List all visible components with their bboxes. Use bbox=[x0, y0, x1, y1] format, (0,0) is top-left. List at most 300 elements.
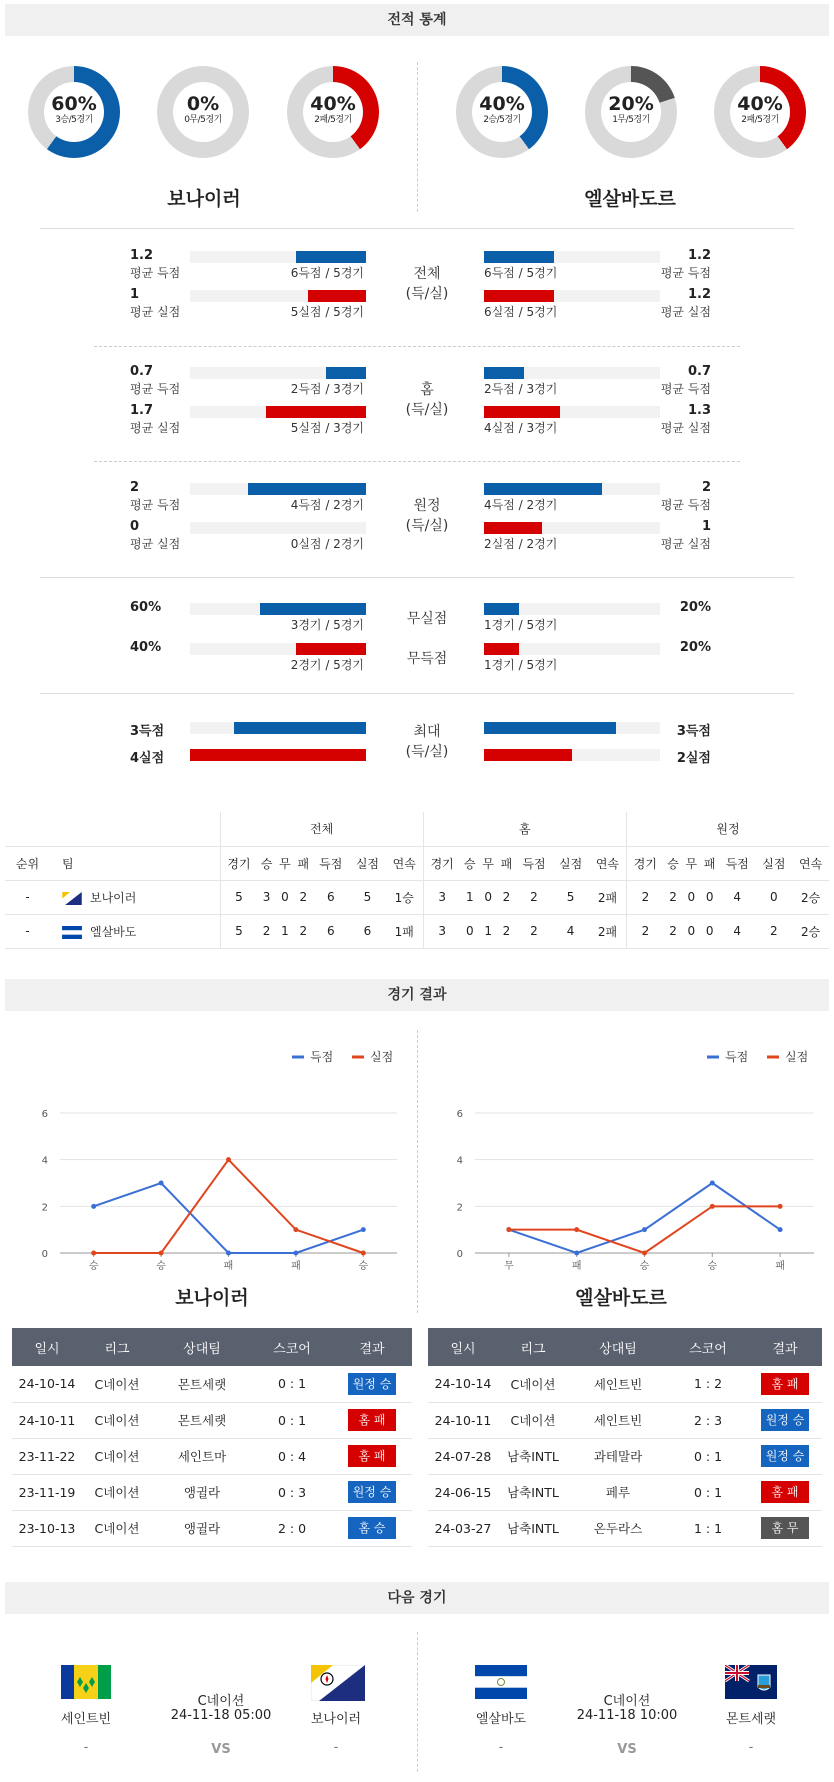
home-left-scored-bar-track bbox=[190, 367, 366, 379]
match-league: 남축INTL bbox=[498, 1438, 568, 1474]
y-tick-label: 6 bbox=[41, 1109, 48, 1120]
stat-cell: 0 bbox=[461, 914, 479, 948]
data-point bbox=[778, 1204, 783, 1209]
all-left-conceded-caption: 5실점 / 5경기 bbox=[290, 305, 364, 319]
away-right-scored-bar-track bbox=[484, 483, 660, 495]
next-right-datetime: 24-11-18 10:00 bbox=[576, 1708, 678, 1723]
column-header: 결과 bbox=[332, 1328, 412, 1366]
legend-label: 득점 bbox=[310, 1050, 334, 1064]
match-row[interactable] bbox=[12, 1474, 412, 1510]
match-opponent[interactable]: 세인트마 bbox=[152, 1438, 252, 1474]
stat-cell: 1승 bbox=[386, 880, 423, 914]
left-win-percent: 60% bbox=[51, 93, 97, 115]
data-point bbox=[293, 1227, 298, 1232]
match-result-badge: 홈 무 bbox=[761, 1517, 809, 1539]
right-failed-score-bar-track bbox=[484, 643, 660, 655]
bonaire-flag-icon bbox=[62, 892, 82, 905]
all-left-avg-scored-label: 평균 득점 bbox=[130, 266, 181, 280]
column-header: 패 bbox=[701, 846, 719, 880]
divider bbox=[40, 577, 794, 578]
data-point bbox=[226, 1251, 231, 1256]
y-tick-label: 2 bbox=[456, 1202, 463, 1214]
stat-cell: 2승 bbox=[792, 914, 829, 948]
team-name[interactable]: 보나이러 bbox=[90, 890, 137, 905]
standings-table bbox=[5, 812, 829, 949]
home-right-conceded-bar bbox=[484, 406, 560, 418]
away-left-conceded-bar-track bbox=[190, 522, 366, 534]
column-header: 득점 bbox=[719, 846, 756, 880]
right-failed-score-bar bbox=[484, 643, 519, 655]
stat-cell: 2 bbox=[497, 914, 515, 948]
stat-cell: 4 bbox=[719, 914, 756, 948]
stat-cell: 3 bbox=[423, 914, 460, 948]
next-left-home-team[interactable]: 세인트빈 bbox=[60, 1712, 112, 1727]
left-max-conceded-value: 4실점 bbox=[130, 751, 165, 766]
stat-cell: 6 bbox=[312, 880, 349, 914]
team-cell[interactable] bbox=[50, 880, 220, 914]
left-draw-count: 0무/5경기 bbox=[184, 115, 222, 125]
all-center-sublabel: (득/실) bbox=[405, 286, 449, 302]
match-result-cell bbox=[332, 1402, 412, 1438]
right-max-scored-value: 3득점 bbox=[676, 724, 711, 739]
all-right-conceded-caption: 6실점 / 5경기 bbox=[484, 305, 558, 319]
data-point bbox=[91, 1251, 96, 1256]
y-tick-label: 4 bbox=[456, 1155, 463, 1167]
all-left-avg-conceded-label: 평균 실점 bbox=[130, 305, 181, 319]
right-win-count: 2승/5경기 bbox=[483, 115, 521, 125]
x-tick-label: 패 bbox=[223, 1261, 234, 1270]
away-left-scored-caption: 4득점 / 2경기 bbox=[290, 498, 364, 512]
left-clean-sheet-value: 60% bbox=[130, 600, 162, 615]
legend-label: 실점 bbox=[370, 1050, 394, 1064]
match-opponent[interactable]: 세인트빈 bbox=[568, 1366, 668, 1402]
left-draw-percent: 0% bbox=[186, 93, 220, 115]
column-header: 무 bbox=[682, 846, 700, 880]
right-max-conceded-value: 2실점 bbox=[676, 751, 711, 766]
rank-header: 순위 bbox=[5, 846, 50, 880]
right-draw-count: 1무/5경기 bbox=[612, 115, 650, 125]
next-left-datetime: 24-11-18 05:00 bbox=[170, 1708, 272, 1723]
match-league: 남축INTL bbox=[498, 1474, 568, 1510]
blank-cell bbox=[5, 812, 220, 846]
vs-label: VS bbox=[617, 1742, 637, 1757]
y-tick-label: 0 bbox=[456, 1249, 463, 1260]
left-team-name: 보나이러 bbox=[167, 188, 241, 210]
stat-cell: 5 bbox=[220, 880, 257, 914]
next-left-league: C네이션 bbox=[197, 1694, 245, 1709]
away-right-conceded-bar bbox=[484, 522, 542, 534]
match-league: C네이션 bbox=[82, 1366, 152, 1402]
home-left-avg-conceded-label: 평균 실점 bbox=[130, 421, 181, 435]
y-tick-label: 6 bbox=[456, 1109, 463, 1120]
next-right-home-rank: - bbox=[498, 1740, 504, 1755]
right-clean-sheet-bar bbox=[484, 603, 519, 615]
stat-cell: 6 bbox=[349, 914, 386, 948]
stat-cell: 2 bbox=[756, 914, 793, 948]
column-header: 실점 bbox=[552, 846, 589, 880]
all-right-avg-conceded-label: 평균 실점 bbox=[660, 305, 711, 319]
data-point bbox=[574, 1227, 579, 1232]
left-clean-sheet-caption: 3경기 / 5경기 bbox=[290, 618, 364, 632]
stat-cell: 3 bbox=[423, 880, 460, 914]
x-tick-label: 승 bbox=[358, 1261, 369, 1270]
divider bbox=[417, 62, 418, 212]
right-max-scored-bar-track bbox=[484, 722, 660, 734]
away-left-avg-conceded-label: 평균 실점 bbox=[130, 537, 181, 551]
left-win-count: 3승/5경기 bbox=[55, 115, 93, 125]
left-failed-score-caption: 2경기 / 5경기 bbox=[290, 658, 364, 672]
all-right-scored-caption: 6득점 / 5경기 bbox=[484, 266, 558, 280]
match-row[interactable] bbox=[428, 1438, 822, 1474]
away-right-avg-scored-label: 평균 득점 bbox=[660, 498, 711, 512]
home-right-avg-conceded-label: 평균 실점 bbox=[660, 421, 711, 435]
divider bbox=[40, 228, 794, 229]
stat-cell: 2 bbox=[497, 880, 515, 914]
right-form-chart bbox=[417, 1030, 834, 1270]
next-right-home-team[interactable]: 엘살바도 bbox=[475, 1712, 527, 1727]
right-failed-score-caption: 1경기 / 5경기 bbox=[484, 658, 558, 672]
stat-cell: 2 bbox=[294, 880, 312, 914]
stat-cell: 1패 bbox=[386, 914, 423, 948]
data-point bbox=[642, 1251, 647, 1256]
left-clean-sheet-bar-track bbox=[190, 603, 366, 615]
home-left-avg-scored-label: 평균 득점 bbox=[130, 382, 181, 396]
team-header: 팀 bbox=[50, 846, 220, 880]
divider bbox=[40, 693, 794, 694]
match-result-cell bbox=[748, 1402, 822, 1438]
match-score: 0 : 4 bbox=[252, 1438, 332, 1474]
match-result-badge: 원정 승 bbox=[348, 1481, 396, 1503]
home-center-sublabel: (득/실) bbox=[405, 402, 449, 418]
left-max-scored-bar bbox=[234, 722, 366, 734]
next-right-away-team[interactable]: 몬트세랫 bbox=[725, 1712, 777, 1727]
home-right-scored-bar bbox=[484, 367, 524, 379]
match-league: C네이션 bbox=[498, 1402, 568, 1438]
next-left-home-rank: - bbox=[83, 1740, 89, 1755]
left-clean-sheet-bar bbox=[260, 603, 366, 615]
match-result-badge: 원정 승 bbox=[348, 1373, 396, 1395]
column-header: 실점 bbox=[756, 846, 793, 880]
match-score: 2 : 0 bbox=[252, 1510, 332, 1546]
right-failed-score-value: 20% bbox=[679, 640, 711, 655]
group-header: 원정 bbox=[626, 812, 829, 846]
stat-cell: 0 bbox=[756, 880, 793, 914]
match-result-cell bbox=[332, 1510, 412, 1546]
match-row[interactable] bbox=[428, 1366, 822, 1402]
stat-cell: 2 bbox=[664, 914, 682, 948]
right-loss-percent: 40% bbox=[737, 93, 783, 115]
away-left-scored-bar bbox=[248, 483, 366, 495]
match-opponent[interactable]: 앵귈라 bbox=[152, 1510, 252, 1546]
match-opponent[interactable]: 몬트세랫 bbox=[152, 1366, 252, 1402]
right-clean-sheet-caption: 1경기 / 5경기 bbox=[484, 618, 558, 632]
section-title-next: 다음 경기 bbox=[5, 1582, 829, 1614]
column-header: 스코어 bbox=[668, 1328, 748, 1366]
match-date: 23-10-13 bbox=[12, 1510, 82, 1546]
home-right-conceded-caption: 4실점 / 3경기 bbox=[484, 421, 558, 435]
left-loss-count: 2패/5경기 bbox=[314, 115, 352, 125]
match-score: 2 : 3 bbox=[668, 1402, 748, 1438]
all-left-avg-scored-value: 1.2 bbox=[130, 248, 154, 263]
stat-cell: 0 bbox=[701, 914, 719, 948]
match-result-badge: 홈 승 bbox=[348, 1517, 396, 1539]
left-failed-score-value: 40% bbox=[130, 640, 162, 655]
section-title-results: 경기 결과 bbox=[5, 979, 829, 1011]
match-result-cell bbox=[332, 1366, 412, 1402]
match-league: C네이션 bbox=[82, 1510, 152, 1546]
left-results-table bbox=[12, 1328, 412, 1547]
match-opponent[interactable]: 페루 bbox=[568, 1474, 668, 1510]
table-row bbox=[5, 914, 829, 948]
match-result-cell bbox=[748, 1366, 822, 1402]
left-team-name: 보나이러 bbox=[175, 1287, 249, 1309]
match-date: 23-11-22 bbox=[12, 1438, 82, 1474]
x-tick-label: 패 bbox=[291, 1261, 301, 1270]
column-header: 리그 bbox=[498, 1328, 568, 1366]
home-left-conceded-bar bbox=[266, 406, 366, 418]
y-tick-label: 2 bbox=[41, 1202, 48, 1214]
left-failed-score-bar bbox=[296, 643, 366, 655]
right-loss-count: 2패/5경기 bbox=[741, 115, 779, 125]
match-score: 0 : 1 bbox=[252, 1402, 332, 1438]
x-tick-label: 승 bbox=[88, 1261, 99, 1270]
match-date: 24-06-15 bbox=[428, 1474, 498, 1510]
stat-cell: 1 bbox=[479, 914, 497, 948]
group-header: 홈 bbox=[423, 812, 626, 846]
data-point bbox=[361, 1227, 366, 1232]
left-loss-donut bbox=[287, 66, 379, 158]
stat-cell: 2 bbox=[626, 914, 663, 948]
clean-sheet-label: 무실점 bbox=[406, 611, 448, 627]
match-opponent[interactable]: 몬트세랫 bbox=[152, 1402, 252, 1438]
match-row[interactable] bbox=[428, 1474, 822, 1510]
all-right-avg-scored-label: 평균 득점 bbox=[660, 266, 711, 280]
legend-label: 실점 bbox=[785, 1050, 809, 1064]
next-right-league: C네이션 bbox=[603, 1694, 651, 1709]
x-tick-label: 승 bbox=[707, 1261, 718, 1270]
data-point bbox=[293, 1251, 298, 1256]
match-result-badge: 원정 승 bbox=[761, 1445, 809, 1467]
right-clean-sheet-value: 20% bbox=[679, 600, 711, 615]
match-date: 23-11-19 bbox=[12, 1474, 82, 1510]
home-right-avg-conceded-value: 1.3 bbox=[687, 403, 711, 418]
stat-cell: 2 bbox=[257, 914, 275, 948]
data-point bbox=[226, 1157, 231, 1162]
table-row bbox=[5, 880, 829, 914]
match-league: C네이션 bbox=[82, 1402, 152, 1438]
rank-cell: - bbox=[5, 880, 50, 914]
match-opponent[interactable]: 과테말라 bbox=[568, 1438, 668, 1474]
match-result-cell bbox=[748, 1474, 822, 1510]
divider bbox=[94, 461, 740, 462]
match-score: 0 : 3 bbox=[252, 1474, 332, 1510]
team-name[interactable]: 엘살바도 bbox=[90, 924, 137, 939]
column-header: 승 bbox=[257, 846, 275, 880]
column-header: 결과 bbox=[748, 1328, 822, 1366]
data-point bbox=[159, 1251, 164, 1256]
away-left-avg-scored-label: 평균 득점 bbox=[130, 498, 181, 512]
data-point bbox=[710, 1181, 715, 1186]
home-left-conceded-caption: 5실점 / 3경기 bbox=[290, 421, 364, 435]
match-result-badge: 홈 패 bbox=[761, 1373, 809, 1395]
right-draw-donut bbox=[585, 66, 677, 158]
away-left-conceded-caption: 0실점 / 2경기 bbox=[290, 537, 364, 551]
stat-cell: 0 bbox=[479, 880, 497, 914]
stat-cell: 2패 bbox=[589, 914, 626, 948]
next-left-away-rank: - bbox=[333, 1740, 339, 1755]
left-max-scored-value: 3득점 bbox=[130, 724, 165, 739]
column-header: 연속 bbox=[386, 846, 423, 880]
match-row[interactable] bbox=[12, 1510, 412, 1546]
series-line-scored bbox=[509, 1183, 780, 1253]
left-loss-percent: 40% bbox=[310, 93, 356, 115]
match-row[interactable] bbox=[12, 1438, 412, 1474]
section-title-stats: 전적 통계 bbox=[5, 4, 829, 36]
column-header: 상대팀 bbox=[152, 1328, 252, 1366]
data-point bbox=[574, 1251, 579, 1256]
x-tick-label: 승 bbox=[156, 1261, 166, 1270]
stat-cell: 4 bbox=[552, 914, 589, 948]
stat-cell: 0 bbox=[276, 880, 294, 914]
column-header: 연속 bbox=[589, 846, 626, 880]
vs-label: VS bbox=[211, 1742, 231, 1757]
x-tick-label: 승 bbox=[639, 1261, 650, 1270]
match-score: 0 : 1 bbox=[668, 1474, 748, 1510]
series-line-scored bbox=[94, 1183, 364, 1253]
all-left-conceded-bar-track bbox=[190, 290, 366, 302]
el-salvador-flag-icon bbox=[62, 926, 82, 939]
data-point bbox=[361, 1251, 366, 1256]
montserrat-flag-icon bbox=[725, 1665, 777, 1699]
legend-label: 득점 bbox=[725, 1050, 749, 1064]
max-label: 최대 bbox=[413, 724, 441, 740]
stat-cell: 2승 bbox=[792, 880, 829, 914]
stat-cell: 5 bbox=[220, 914, 257, 948]
team-cell[interactable] bbox=[50, 914, 220, 948]
right-team-name: 엘살바도르 bbox=[575, 1287, 667, 1309]
all-left-conceded-bar bbox=[308, 290, 366, 302]
divider bbox=[417, 1632, 418, 1772]
match-result-cell bbox=[748, 1510, 822, 1546]
away-left-scored-bar-track bbox=[190, 483, 366, 495]
home-left-avg-conceded-value: 1.7 bbox=[130, 403, 154, 418]
all-left-scored-bar bbox=[296, 251, 366, 263]
home-left-conceded-bar-track bbox=[190, 406, 366, 418]
left-max-scored-bar-track bbox=[190, 722, 366, 734]
home-left-scored-caption: 2득점 / 3경기 bbox=[290, 382, 364, 396]
match-opponent[interactable]: 앵귈라 bbox=[152, 1474, 252, 1510]
stat-cell: 1 bbox=[461, 880, 479, 914]
home-right-scored-bar-track bbox=[484, 367, 660, 379]
right-win-percent: 40% bbox=[479, 93, 525, 115]
data-point bbox=[159, 1181, 164, 1186]
away-left-avg-scored-value: 2 bbox=[130, 480, 140, 495]
away-center-label: 원정 bbox=[413, 498, 441, 514]
match-score: 1 : 1 bbox=[668, 1510, 748, 1546]
match-date: 24-10-11 bbox=[12, 1402, 82, 1438]
all-right-scored-bar-track bbox=[484, 251, 660, 263]
match-row[interactable] bbox=[428, 1402, 822, 1438]
column-header: 득점 bbox=[312, 846, 349, 880]
column-header: 무 bbox=[276, 846, 294, 880]
match-date: 24-10-11 bbox=[428, 1402, 498, 1438]
away-left-avg-conceded-value: 0 bbox=[130, 519, 140, 534]
y-tick-label: 0 bbox=[41, 1249, 48, 1260]
match-result-badge: 홈 패 bbox=[348, 1445, 396, 1467]
home-right-conceded-bar-track bbox=[484, 406, 660, 418]
right-team-name: 엘살바도르 bbox=[584, 188, 676, 210]
away-center-sublabel: (득/실) bbox=[405, 518, 449, 534]
stat-cell: 2 bbox=[516, 914, 553, 948]
x-tick-label: 무 bbox=[504, 1261, 514, 1270]
column-header: 패 bbox=[497, 846, 515, 880]
column-header: 경기 bbox=[423, 846, 460, 880]
column-header: 일시 bbox=[12, 1328, 82, 1366]
column-header: 경기 bbox=[626, 846, 663, 880]
divider bbox=[94, 346, 740, 347]
stat-cell: 0 bbox=[682, 880, 700, 914]
stat-cell: 0 bbox=[701, 880, 719, 914]
stat-cell: 2 bbox=[516, 880, 553, 914]
next-left-away-team[interactable]: 보나이러 bbox=[310, 1712, 362, 1727]
left-form-chart bbox=[0, 1030, 417, 1270]
home-left-avg-scored-value: 0.7 bbox=[130, 364, 154, 379]
right-loss-donut bbox=[714, 66, 806, 158]
match-score: 0 : 1 bbox=[252, 1366, 332, 1402]
match-opponent[interactable]: 세인트빈 bbox=[568, 1402, 668, 1438]
column-header: 상대팀 bbox=[568, 1328, 668, 1366]
right-clean-sheet-bar-track bbox=[484, 603, 660, 615]
away-right-scored-bar bbox=[484, 483, 602, 495]
away-right-avg-conceded-label: 평균 실점 bbox=[660, 537, 711, 551]
column-header: 경기 bbox=[220, 846, 257, 880]
match-row[interactable] bbox=[428, 1510, 822, 1546]
match-league: C네이션 bbox=[82, 1474, 152, 1510]
stat-cell: 2 bbox=[664, 880, 682, 914]
all-right-avg-scored-value: 1.2 bbox=[687, 248, 711, 263]
match-result-badge: 홈 패 bbox=[348, 1409, 396, 1431]
bonaire-flag-icon bbox=[311, 1665, 365, 1701]
stat-cell: 6 bbox=[312, 914, 349, 948]
stat-cell: 3 bbox=[257, 880, 275, 914]
all-left-avg-conceded-value: 1 bbox=[130, 287, 140, 302]
data-point bbox=[642, 1227, 647, 1232]
saint-vincent-flag-icon bbox=[61, 1665, 111, 1699]
stat-cell: 0 bbox=[682, 914, 700, 948]
stat-cell: 2 bbox=[626, 880, 663, 914]
rank-cell: - bbox=[5, 914, 50, 948]
away-right-avg-scored-value: 2 bbox=[701, 480, 711, 495]
stat-cell: 5 bbox=[349, 880, 386, 914]
column-header: 득점 bbox=[516, 846, 553, 880]
stat-cell: 2 bbox=[294, 914, 312, 948]
match-date: 24-07-28 bbox=[428, 1438, 498, 1474]
next-right-away-rank: - bbox=[748, 1740, 754, 1755]
el-salvador-flag-icon bbox=[475, 1665, 527, 1699]
right-draw-percent: 20% bbox=[608, 93, 654, 115]
match-result-badge: 원정 승 bbox=[761, 1409, 809, 1431]
match-score: 0 : 1 bbox=[668, 1438, 748, 1474]
column-header: 승 bbox=[461, 846, 479, 880]
data-point bbox=[710, 1204, 715, 1209]
group-header: 전체 bbox=[220, 812, 423, 846]
match-opponent[interactable]: 온두라스 bbox=[568, 1510, 668, 1546]
column-header: 리그 bbox=[82, 1328, 152, 1366]
x-tick-label: 패 bbox=[571, 1261, 582, 1270]
stat-cell: 2패 bbox=[589, 880, 626, 914]
match-row[interactable] bbox=[12, 1366, 412, 1402]
match-row[interactable] bbox=[12, 1402, 412, 1438]
